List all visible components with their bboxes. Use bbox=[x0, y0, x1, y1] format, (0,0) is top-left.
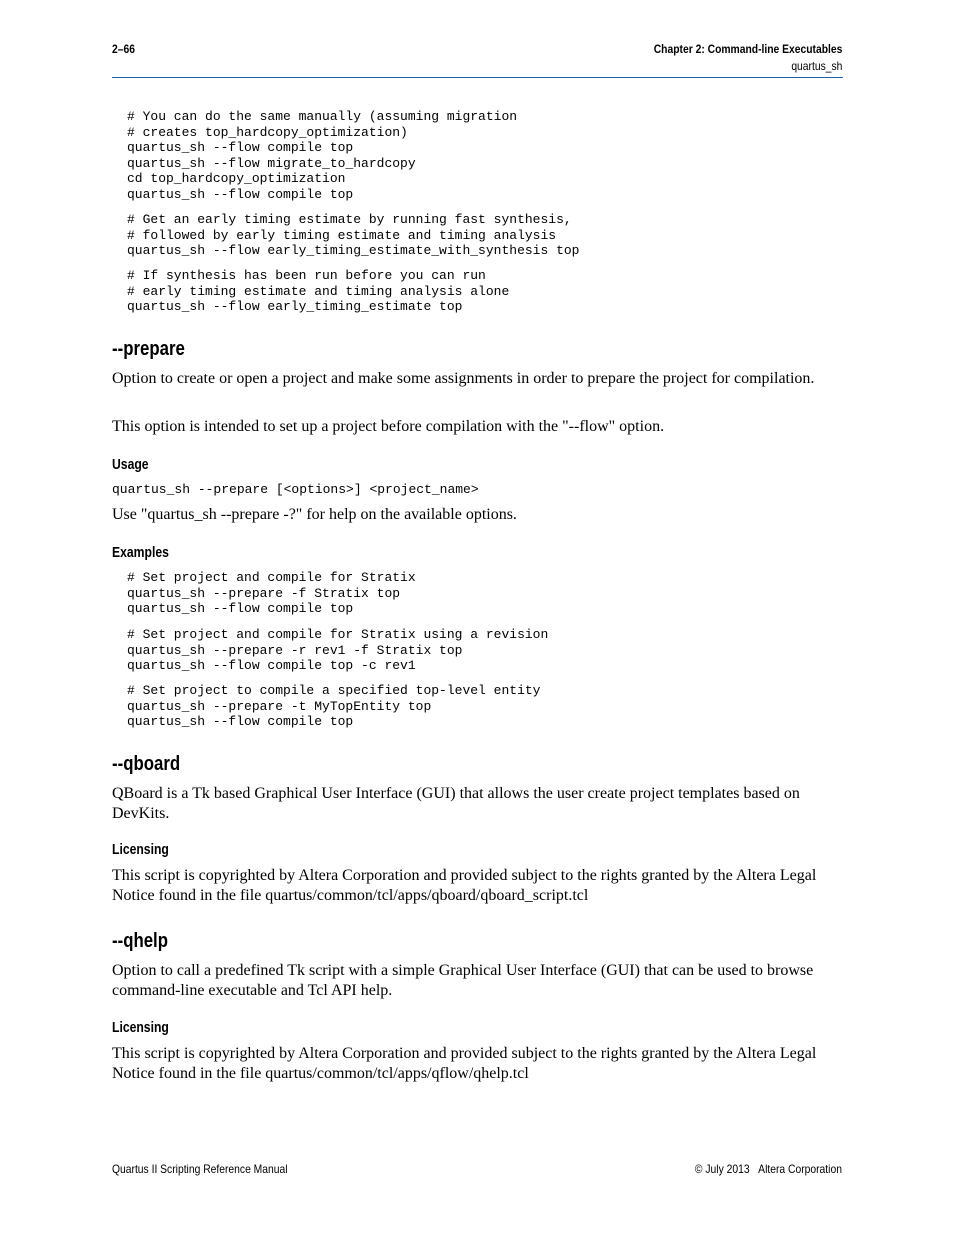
prepare-example-stratix: # Set project and compile for Stratix quartus_sh --prepare -f Stratix top quartus_sh --flow compile top bbox=[127, 570, 416, 617]
qboard-licensing-text: This script is copyrighted by Altera Corporation and provided subject to the rights granted by the Altera Legal Notice found in the file quartus/common/tcl/apps/qboard/qboard_script.tcl bbox=[112, 867, 817, 904]
qhelp-licensing-heading: Licensing bbox=[112, 1020, 169, 1036]
code-block-early-timing: # If synthesis has been run before you can run # early timing estimate and timing analysis alone quartus_sh --flow early_timing_estimate top bbox=[127, 268, 510, 315]
qboard-licensing-heading: Licensing bbox=[112, 842, 169, 858]
code-block-early-timing-synthesis: # Get an early timing estimate by running fast synthesis, # followed by early timing estimate and timing analysis quartus_sh --flow early_timing_estimate_with_synthesis top bbox=[127, 212, 580, 259]
header-rule bbox=[112, 77, 843, 78]
footer-copyright bbox=[695, 1162, 842, 1176]
qboard-heading: --qboard bbox=[112, 753, 181, 775]
prepare-example-revision: # Set project and compile for Stratix using a revision quartus_sh --prepare -r rev1 -f Stratix top quartus_sh --flow compile top -c rev1 bbox=[127, 627, 549, 674]
chapter-title: Chapter 2: Command-line Executables bbox=[653, 42, 842, 56]
prepare-intent: This option is intended to set up a project before compilation with the "--flow" option. bbox=[112, 418, 665, 435]
code-block-migration: # You can do the same manually (assuming migration # creates top_hardcopy_optimization) quartus_sh --flow compile top quartus_sh --flow migrate_to_hardcopy cd top_hardcopy_optimization quartus_sh --flow compile top bbox=[127, 109, 518, 202]
footer-manual-title: Quartus II Scripting Reference Manual bbox=[112, 1162, 288, 1176]
footer-date: © July 2013 bbox=[694, 1162, 750, 1176]
qhelp-description: Option to call a predefined Tk script with a simple Graphical User Interface (GUI) that can be used to browse command-line executable and Tcl API help. bbox=[112, 962, 814, 999]
qboard-description: QBoard is a Tk based Graphical User Interface (GUI) that allows the user create project templates based on DevKits. bbox=[112, 785, 800, 822]
qhelp-licensing-text: This script is copyrighted by Altera Corporation and provided subject to the rights granted by the Altera Legal Notice found in the file quartus/common/tcl/apps/qflow/qhelp.tcl bbox=[112, 1045, 817, 1082]
prepare-description: Option to create or open a project and make some assignments in order to prepare the project for compilation. bbox=[112, 370, 815, 387]
prepare-example-top-entity: # Set project to compile a specified top-level entity quartus_sh --prepare -t MyTopEntity top quartus_sh --flow compile top bbox=[127, 683, 541, 730]
usage-note: Use "quartus_sh --prepare -?" for help on the available options. bbox=[112, 506, 517, 523]
page-number: 2–66 bbox=[112, 42, 135, 56]
footer-company: Altera Corporation bbox=[758, 1162, 842, 1176]
prepare-heading: --prepare bbox=[112, 338, 185, 360]
section-name: quartus_sh bbox=[790, 59, 842, 73]
usage-code: quartus_sh --prepare [<options>] <project_name> bbox=[112, 482, 479, 497]
usage-heading: Usage bbox=[112, 457, 149, 473]
qhelp-heading: --qhelp bbox=[112, 930, 168, 952]
examples-heading: Examples bbox=[112, 545, 169, 561]
